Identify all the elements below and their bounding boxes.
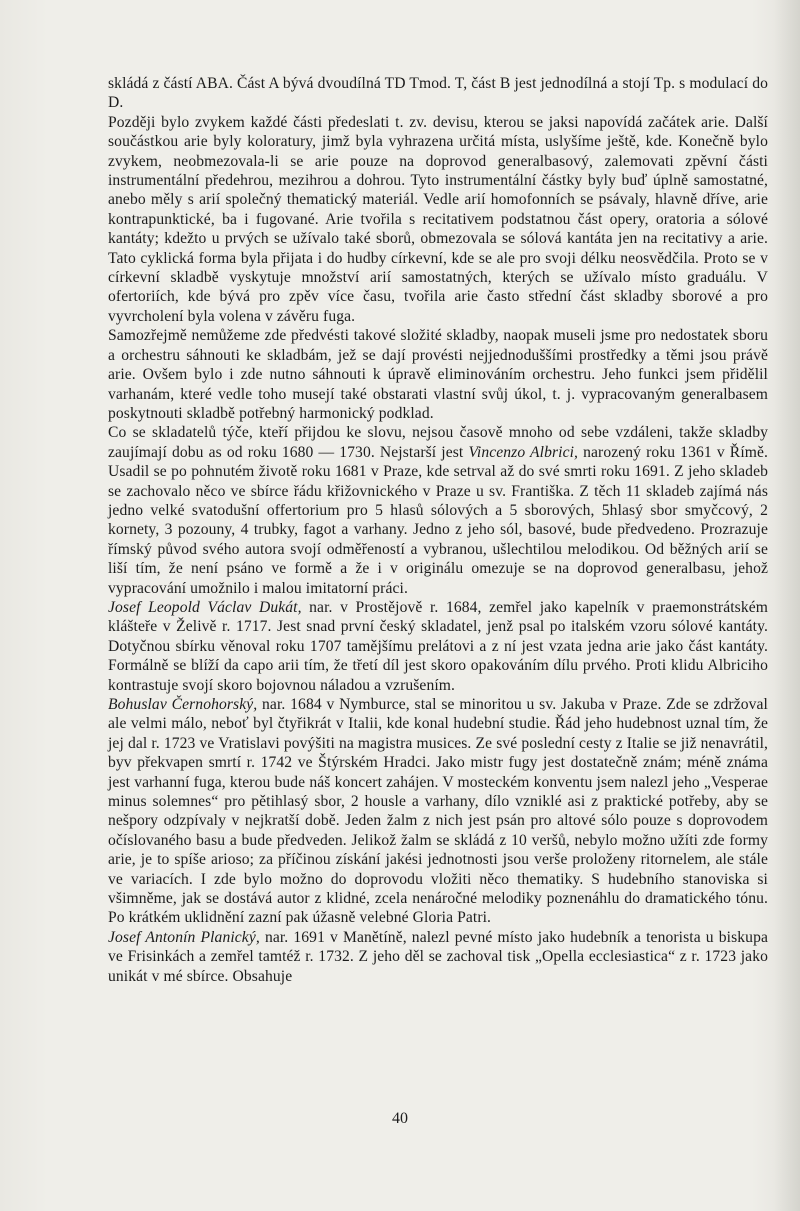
paragraph-text: nar. 1691 v Manětíně, nalezl pevné místo jako hudebník a tenorista u biskupa ve Frisinkách a zemřel tamtéž r. 1732. Z jeho děl se zachoval tisk „Opella ecclesiastica“ z r. 1723 jako unikát v mé sbírce. Obsahuje	[108, 928, 768, 985]
paragraph	[108, 74, 768, 113]
page-number: 40	[392, 1110, 408, 1127]
page-edge-shadow	[774, 0, 800, 1211]
paragraph-text: skládá z částí ABA. Část A bývá dvoudílná TD Tmod. T, část B jest jednodílná a stojí Tp. s modulací do D.	[108, 75, 768, 112]
paragraph	[108, 928, 768, 986]
paragraph-text: nar. 1684 v Nymburce, stal se minoritou u sv. Jakuba v Praze. Zde se zdržoval ale velmi málo, neboť byl čtyřikrát v Italii, kde konal hudební studie. Řád jeho hudebnost uznal tím, že jej dal r. 1723 ve Vratislavi povýšiti na magistra musices. Ze své poslední cesty z Italie se již nenavrátil, byv překvapen smrtí r. 1742 ve Štýrském Hradci. Jako mistr fugy jest dostatečně znám; méně známa jest varhanní fuga, kterou bude náš koncert zahájen. V mosteckém konventu jsem nalezl jeho „Vesperae minus solemnes“ pro pětihlasý sbor, 2 housle a varhany, dílo vzniklé asi z praktické potřeby, aby se nešpory odzpívaly v nejkratší době. Jeden žalm z nich jest psán pro altové sólo pouze s doprovodem očíslovaného basu a bude předveden. Jelikož žalm se skládá z 10 veršů, nebylo možno užíti zde formy arie, je to spíše arioso; za příčinou získání jakési jednotnosti jsou verše proloženy ritornelem, ale stále ve variacích. I zde bylo možno do doprovodu vložiti něco thematiky. S hudebního stanoviska si všimněme, jak se dostává autor z klidné, zcela nenáročné melodiky poznenáhlu do dramatického tónu. Po krátkém uklidnění zazní pak úžasně velebné Gloria Patri.	[108, 696, 768, 927]
composer-name: Josef Leopold Václav Dukát,	[108, 598, 302, 616]
paragraph	[108, 598, 768, 695]
paragraph-text: Co se skladatelů týče, kteří přijdou ke slovu, nejsou časově mnoho od sebe vzdáleni, takže skladby zaujímají dobu as od roku 1680 — 1730. Nejstarší jest	[108, 424, 768, 461]
paragraph	[108, 326, 768, 423]
paragraph-text: narozený roku 1361 v Římě. Usadil se po pohnutém životě roku 1681 v Praze, kde setrval až do své smrti roku 1691. Z jeho skladeb se zachovalo něco ve sbírce řádu křižovnického v Praze u sv. Františka. Z těch 11 skladeb zajímá nás jedno velké svatodušní offertorium pro 5 hlasů sólových a 5 sborových, 5hlasý sbor smyčcový, 2 kornety, 3 pozouny, 4 trubky, fagot a varhany. Jedno z jeho sól, basové, bude předvedeno. Prozrazuje římský původ svého autora svojí odměřeností a vybranou, ušlechtilou melodikou. Od běžných arií se liší tím, že není psáno ve formě a že i v originálu omezuje se na doprovod generalbasu, jehož vypracování umožnilo i malou imitatorní práci.	[108, 443, 768, 597]
paragraph-text: nar. v Prostějově r. 1684, zemřel jako kapelník v praemonstrátském klášteře v Želivě r. 1717. Jest snad první český skladatel, jenž psal po italském vzoru sólové kantáty. Dotyčnou sbírku věnoval roku 1707 tamějšímu prelátovi a z ní jest vzata jedna arie jako část kantáty. Formálně se blíží da capo arii tím, že třetí díl jest skoro opakováním dílu prvého. Proti klidu Albriciho kontrastuje svojí skoro bojovnou náladou a vzrušením.	[108, 598, 768, 694]
paragraph	[108, 695, 768, 928]
composer-name: Josef Antonín Planický,	[108, 928, 260, 946]
paragraph	[108, 423, 768, 598]
paragraph-text: Samozřejmě nemůžeme zde předvésti takové složité skladby, naopak museli jsme pro nedostatek sboru a orchestru sáhnouti ke skladbám, jež se dají provésti nejjednoduššími prostředky a těmi jsou právě arie. Ovšem bylo i zde nutno sáhnouti k úpravě eliminováním orchestru. Jeho funkci jsem přidělil varhanám, které vedle toho musejí také obstarati vlastní svůj úkol, t. j. vypracovaným generalbasem poskytnouti skladbě potřebný harmonický podklad.	[108, 327, 768, 422]
body-text	[108, 74, 768, 986]
composer-name: Bohuslav Černohorský,	[108, 696, 258, 713]
composer-name: Vincenzo Albrici,	[468, 443, 579, 461]
paragraph	[108, 113, 768, 326]
paragraph-text: Později bylo zvykem každé části předeslati t. zv. devisu, kterou se jaksi napovídá začátek arie. Další součástkou arie byly koloratury, jimž byla vyhrazena určitá místa, uslyšíme ještě, kde. Konečně bylo zvykem, neobmezovala-li se arie pouze na doprovod generalbasový, zalemovati zpěvní části instrumentální předehrou, mezihrou a dohrou. Tyto instrumentální částky byly buď úplně samostatné, anebo měly s arií společný thematický materiál. Vedle arií homofonních se psávaly, hlavně dříve, arie kontrapunktické, ba i fugované. Arie tvořila s recitativem podstatnou část opery, oratoria a sólové kantáty; kdežto u prvých se užívalo také sborů, obmezovala se sólová kantáta jen na recitativy a arie. Tato cyklická forma byla přijata i do hudby církevní, kde se ale pro svoji délku neosvědčila. Proto se v církevní skladbě vyskytuje množství arií samostatných, kterých se užívalo místo graduálu. V ofertoriích, kde bývá pro zpěv více času, tvořila arie často střední část skladby sborové a pro vyvrcholení byla volena v závěru fuga.	[108, 113, 768, 325]
